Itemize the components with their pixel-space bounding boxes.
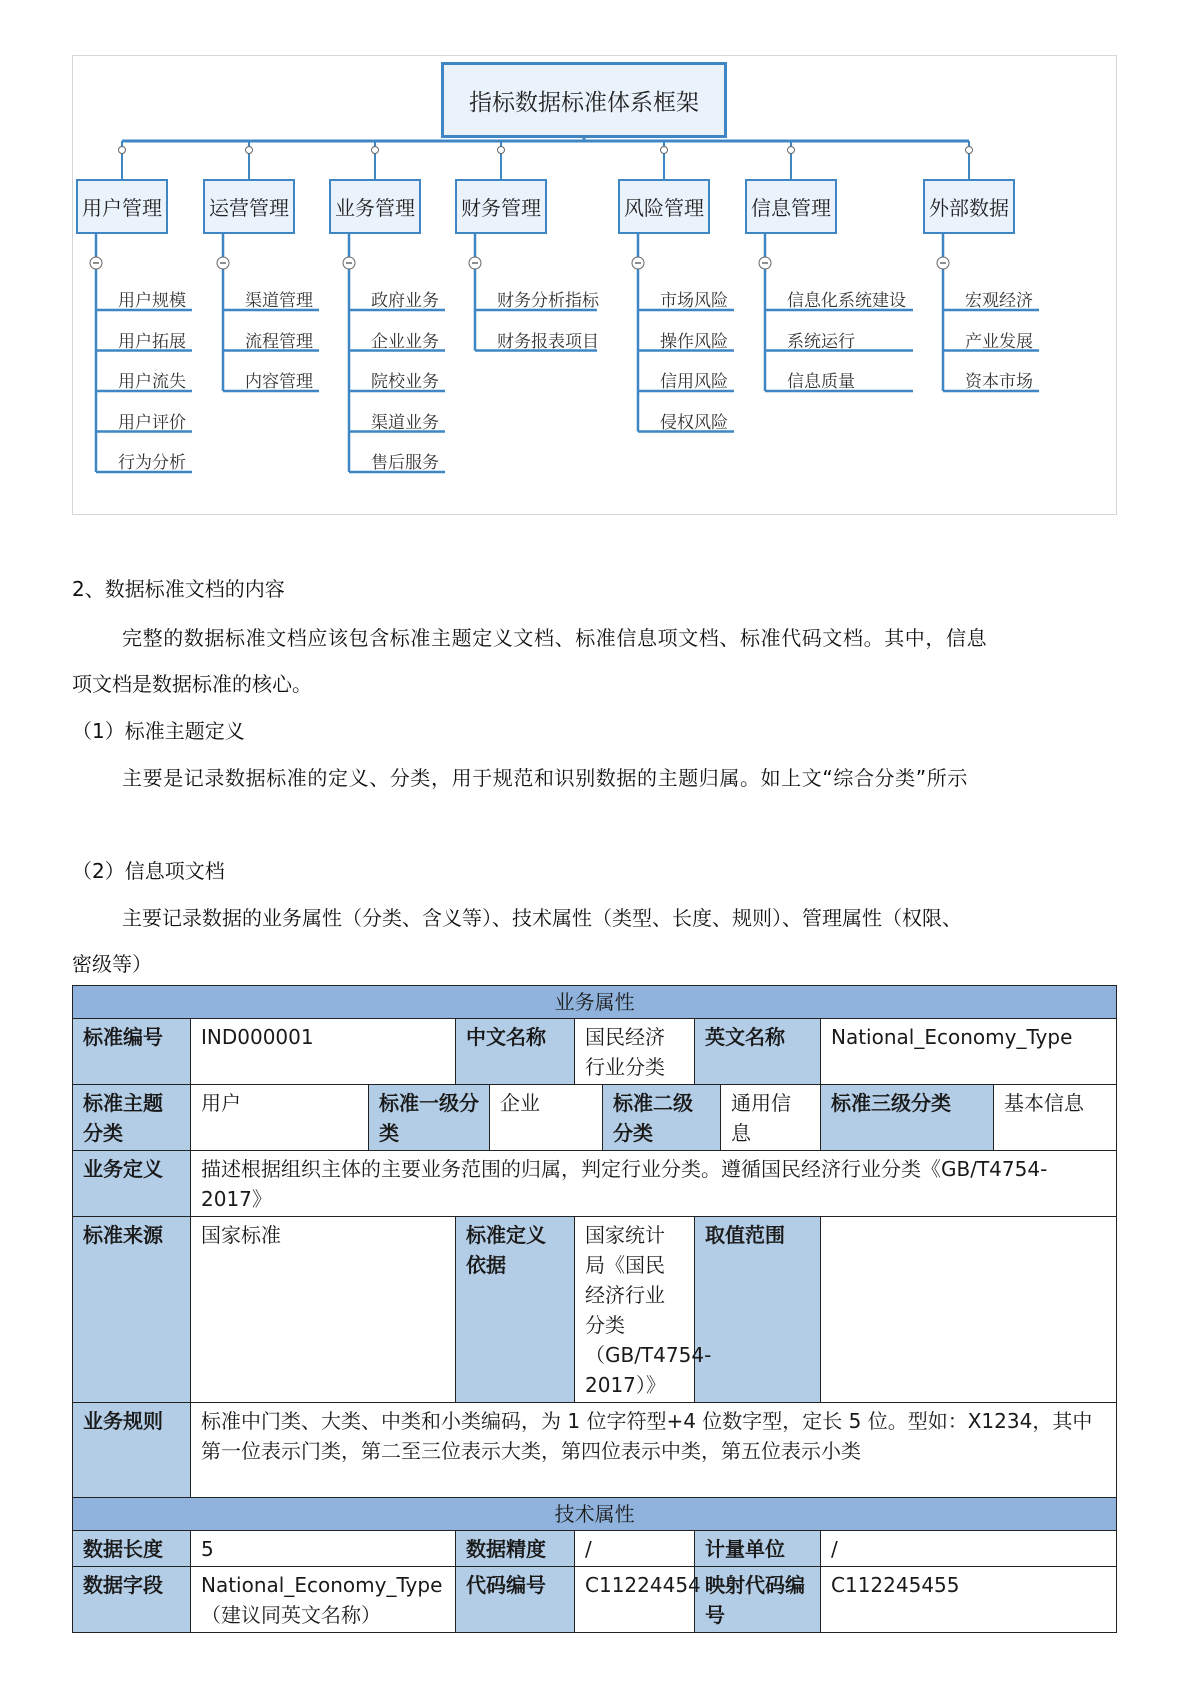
level1-label: 标准一级分类 (369, 1085, 490, 1151)
basis-value: 国家统计局《国民经济行业分类（GB/T4754-2017）》 (575, 1217, 695, 1403)
field-note: （建议同英文名称） (201, 1603, 381, 1627)
level3-value: 基本信息 (994, 1085, 1117, 1151)
connector-dot-icon (119, 147, 126, 154)
length-label: 数据长度 (73, 1531, 191, 1567)
section-heading: 2、数据标准文档的内容 (72, 577, 285, 601)
map-code-value: C112245455 (821, 1567, 1117, 1633)
biz-def-label: 业务定义 (73, 1151, 191, 1217)
level3-label: 标准三级分类 (821, 1085, 994, 1151)
info-item-table (72, 985, 1117, 1633)
precision-value: / (575, 1531, 695, 1567)
category-node: 风险管理 (618, 179, 710, 234)
en-name-label: 英文名称 (695, 1019, 821, 1085)
leaf-item: 侵权风险 (660, 412, 728, 433)
cn-name-value: 国民经济行业分类 (575, 1019, 695, 1085)
unit-label: 计量单位 (695, 1531, 821, 1567)
framework-diagram (72, 55, 1117, 515)
leaf-item: 用户流失 (118, 372, 186, 392)
topic-value: 用户 (191, 1085, 369, 1151)
en-name-value: National_Economy_Type (821, 1019, 1117, 1085)
subsection-2-body-line-2: 密级等） (72, 952, 152, 976)
category-node: 运营管理 (203, 179, 295, 234)
leaf-item: 售后服务 (371, 453, 439, 473)
leaf-item: 资本市场 (965, 372, 1033, 392)
connector-dot-icon (788, 147, 795, 154)
leaf-item: 流程管理 (245, 331, 313, 352)
business-attributes-header: 业务属性 (73, 986, 1117, 1019)
leaf-item: 用户评价 (118, 412, 186, 433)
intro-paragraph-line-2: 项文档是数据标准的核心。 (72, 672, 312, 696)
subsection-2-body-line-1: 主要记录数据的业务属性（分类、含义等）、技术属性（类型、长度、规则）、管理属性（权限、 (122, 906, 962, 930)
precision-label: 数据精度 (456, 1531, 575, 1567)
source-value: 国家标准 (191, 1217, 456, 1403)
length-value: 5 (191, 1531, 456, 1567)
basis-label: 标准定义依据 (456, 1217, 575, 1403)
leaf-item: 宏观经济 (965, 291, 1033, 311)
connector-dot-icon (498, 147, 505, 154)
rule-label: 业务规则 (73, 1403, 191, 1498)
subsection-1-heading: （1）标准主题定义 (72, 719, 245, 743)
leaf-item: 信息化系统建设 (787, 291, 906, 311)
leaf-item: 渠道业务 (371, 412, 439, 433)
biz-def-value: 描述根据组织主体的主要业务范围的归属，判定行业分类。遵循国民经济行业分类《GB/T4754-2017》 (191, 1151, 1117, 1217)
leaf-item: 渠道管理 (245, 291, 313, 311)
leaf-item: 系统运行 (787, 331, 855, 352)
connector-dot-icon (966, 147, 973, 154)
leaf-item: 用户拓展 (118, 331, 186, 352)
intro-paragraph-line-1: 完整的数据标准文档应该包含标准主题定义文档、标准信息项文档、标准代码文档。其中，信息 (122, 626, 988, 650)
leaf-item: 企业业务 (371, 331, 439, 352)
level2-value: 通用信息 (721, 1085, 821, 1151)
connector-dot-icon (661, 147, 668, 154)
std-id-label: 标准编号 (73, 1019, 191, 1085)
field-name: National_Economy_Type (201, 1573, 443, 1597)
range-label: 取值范围 (695, 1217, 821, 1403)
std-id-value: IND000001 (191, 1019, 456, 1085)
connector-dot-icon (246, 147, 253, 154)
code-value: C11224454 (575, 1567, 695, 1633)
field-value (191, 1567, 456, 1633)
connector-dot-icon (372, 147, 379, 154)
rule-value: 标准中门类、大类、中类和小类编码，为 1 位字符型+4 位数字型，定长 5 位。型如：X1234，其中第一位表示门类，第二至三位表示大类，第四位表示中类，第五位表示小类 (191, 1403, 1117, 1498)
leaf-item: 信息质量 (787, 372, 855, 392)
tech-attributes-header: 技术属性 (73, 1498, 1117, 1531)
category-node: 外部数据 (923, 179, 1015, 234)
leaf-item: 用户规模 (118, 291, 186, 311)
source-label: 标准来源 (73, 1217, 191, 1403)
category-node: 信息管理 (745, 179, 837, 234)
leaf-item: 财务报表项目 (497, 331, 599, 352)
diagram-root: 指标数据标准体系框架 (441, 62, 727, 138)
level2-label: 标准二级分类 (603, 1085, 721, 1151)
subsection-2-heading: （2）信息项文档 (72, 859, 225, 883)
code-label: 代码编号 (456, 1567, 575, 1633)
field-label: 数据字段 (73, 1567, 191, 1633)
map-code-label: 映射代码编号 (695, 1567, 821, 1633)
category-node: 财务管理 (455, 179, 547, 234)
level1-value: 企业 (490, 1085, 603, 1151)
leaf-item: 政府业务 (371, 291, 439, 311)
unit-value: / (821, 1531, 1117, 1567)
subsection-1-body: 主要是记录数据标准的定义、分类，用于规范和识别数据的主题归属。如上文“综合分类”所示 (122, 766, 968, 790)
leaf-item: 内容管理 (245, 372, 313, 392)
leaf-item: 产业发展 (965, 331, 1033, 352)
leaf-item: 操作风险 (660, 331, 728, 352)
category-node: 用户管理 (76, 179, 168, 234)
leaf-item: 行为分析 (118, 453, 186, 473)
leaf-item: 院校业务 (371, 372, 439, 392)
leaf-item: 信用风险 (660, 372, 728, 392)
leaf-item: 市场风险 (660, 291, 728, 311)
leaf-item: 财务分析指标 (497, 291, 599, 311)
cn-name-label: 中文名称 (456, 1019, 575, 1085)
range-value (821, 1217, 1117, 1403)
category-node: 业务管理 (329, 179, 421, 234)
topic-label: 标准主题分类 (73, 1085, 191, 1151)
